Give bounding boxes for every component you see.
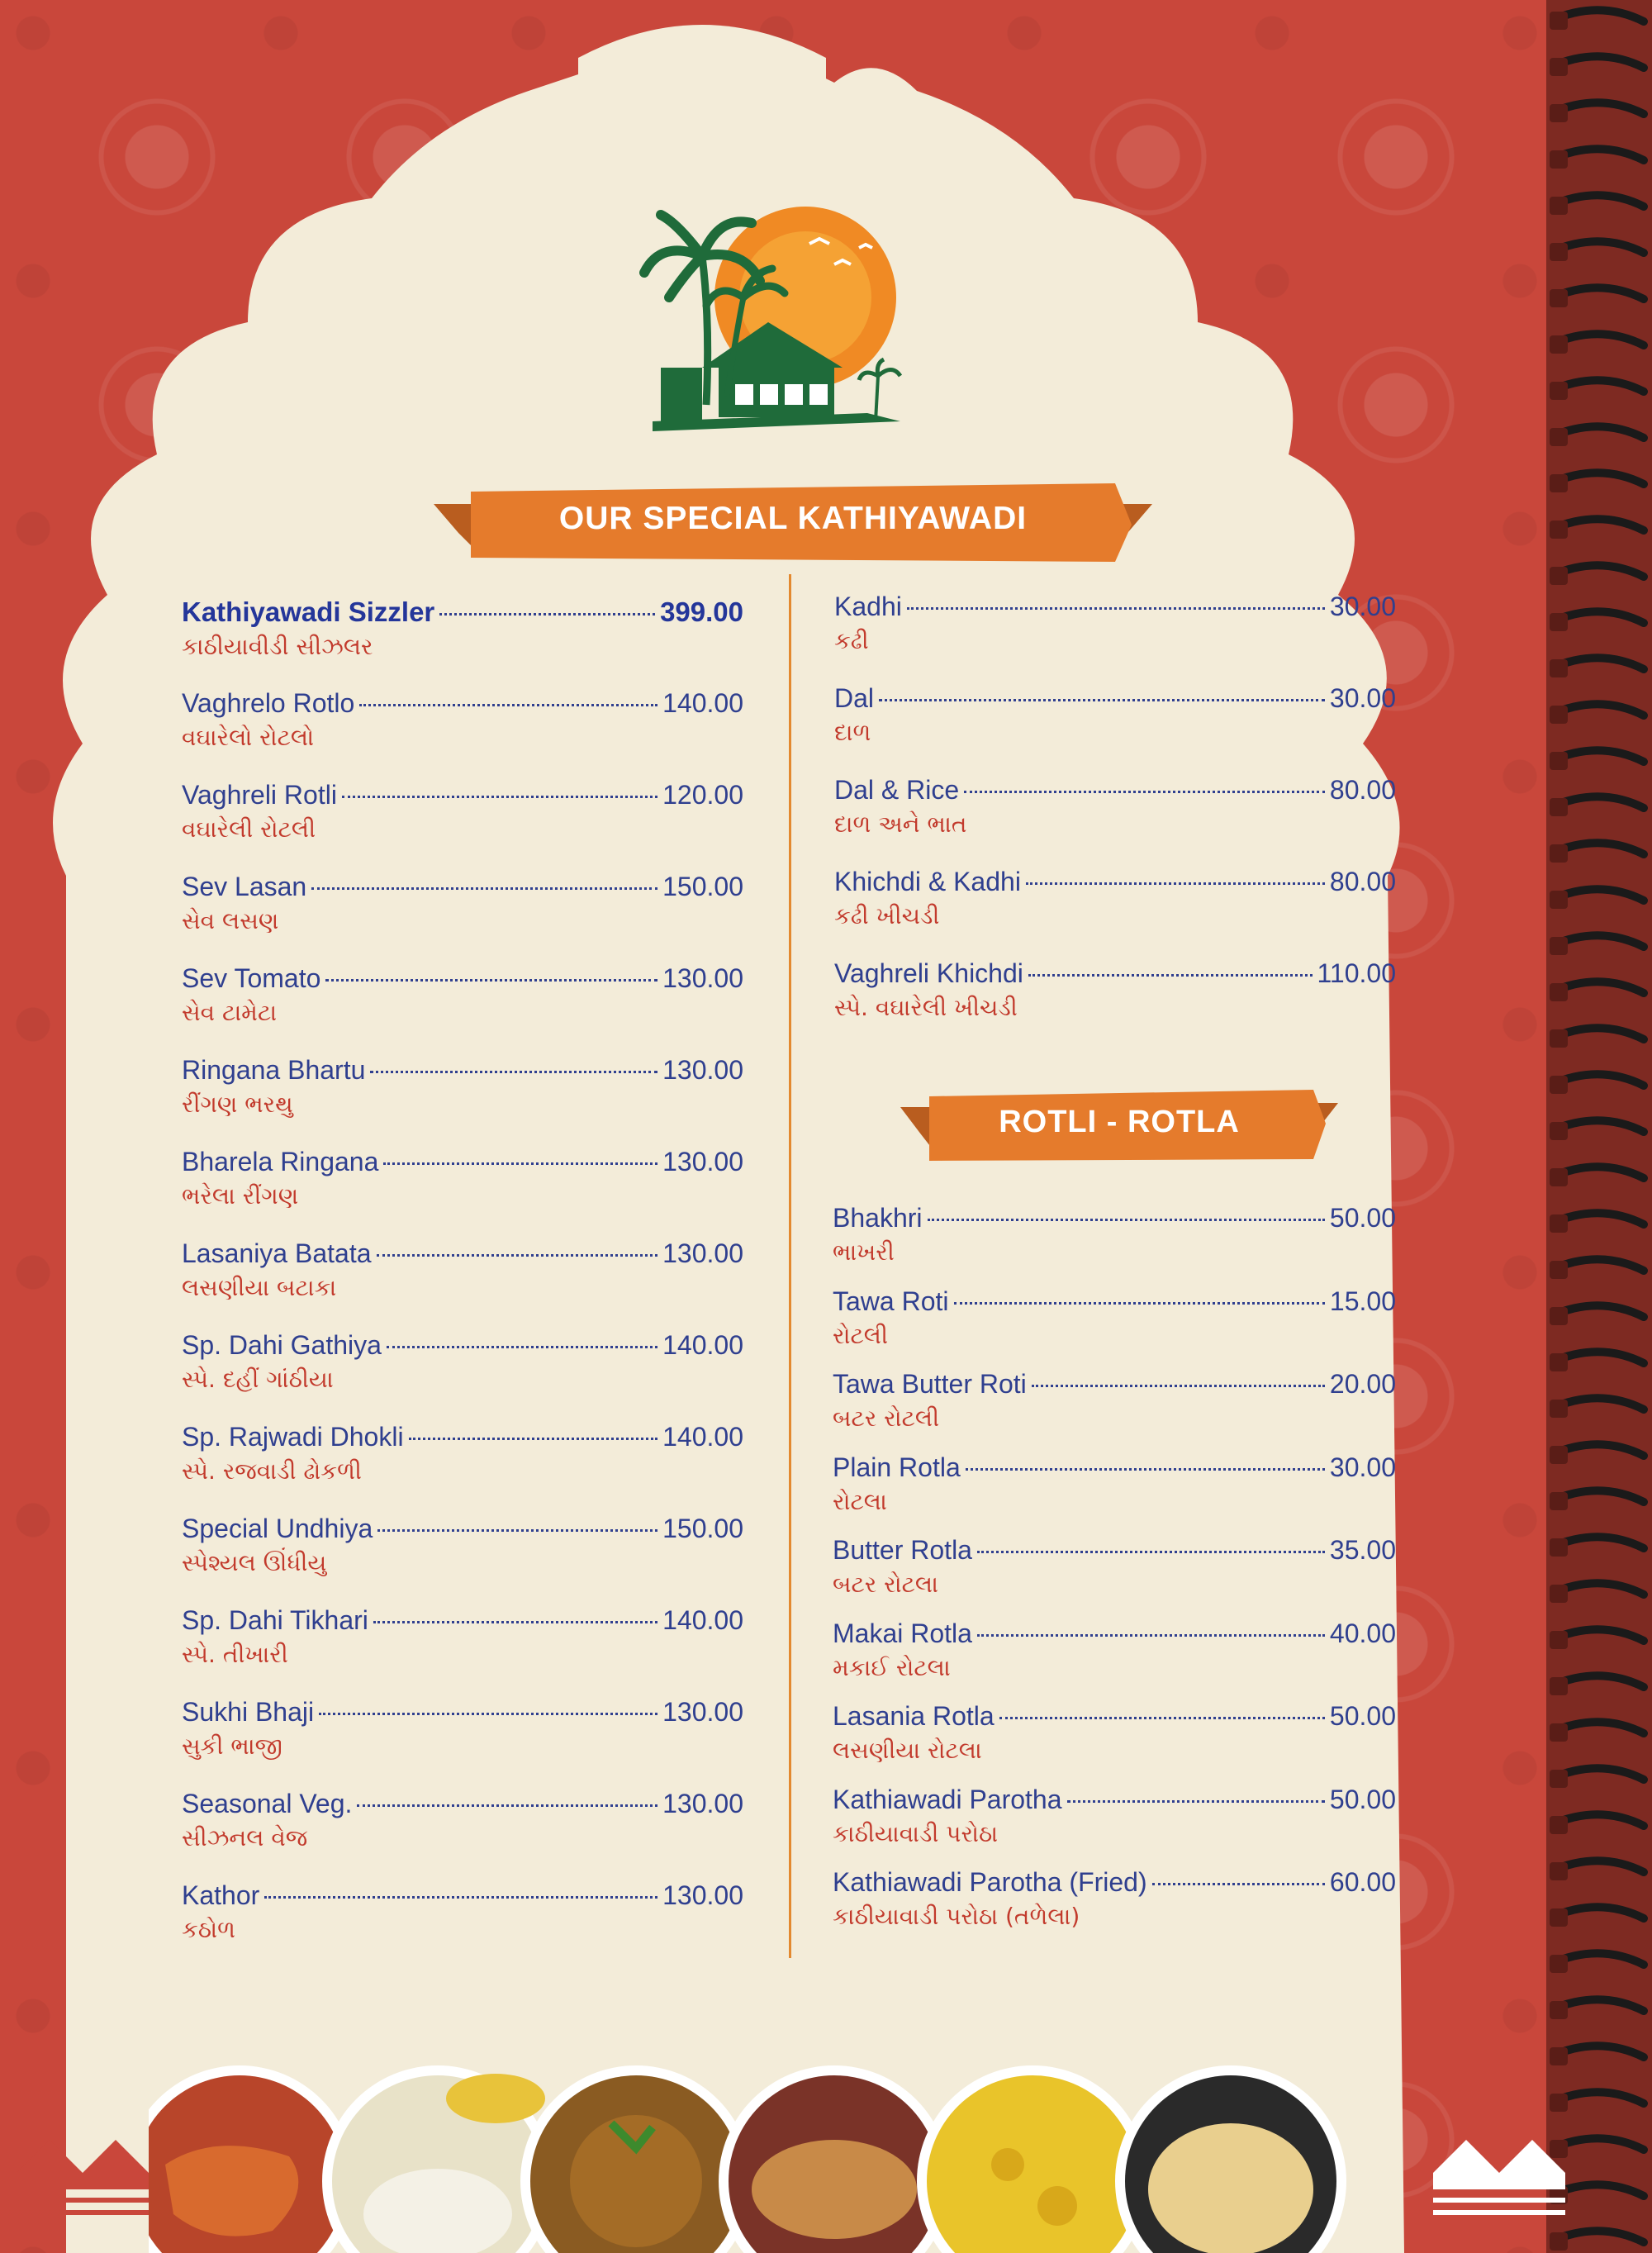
menu-item-row: [833, 1867, 1396, 1898]
dot-leader: [311, 887, 657, 890]
menu-item-row: [182, 1697, 743, 1728]
menu-item-gujarati-name: રીંગણ ભરથુ: [182, 1091, 293, 1118]
menu-item-gujarati-name: સ્પે. રજવાડી ઢોકળી: [182, 1457, 362, 1485]
menu-item-gujarati-name: રોટલી: [833, 1321, 888, 1349]
dot-leader: [966, 1468, 1325, 1471]
menu-item: [182, 1789, 743, 1863]
menu-item-price: 130.00: [662, 1697, 743, 1727]
menu-item-row: [182, 1789, 743, 1819]
menu-item: [182, 688, 743, 763]
menu-item-gujarati-name: સેવ લસણ: [182, 907, 279, 934]
food-photo-5: [917, 2065, 1148, 2253]
menu-item-name: Plain Rotla: [833, 1452, 961, 1482]
menu-item-gujarati-name: કાઠીયાવીડી સીઝલર: [182, 633, 373, 660]
menu-item-price: 130.00: [662, 1055, 743, 1085]
menu-item-gujarati-name: કાઠીયાવાડી પરોઠા: [833, 1819, 999, 1847]
dot-leader: [359, 704, 657, 706]
menu-item-price: 20.00: [1329, 1369, 1396, 1399]
menu-item-name: Kathiawadi Parotha: [833, 1784, 1062, 1814]
menu-item-row: [182, 1330, 743, 1361]
menu-item-price: 30.00: [1329, 1452, 1396, 1482]
dot-leader: [377, 1529, 657, 1532]
menu-item: [833, 1867, 1396, 1942]
menu-item-gujarati-name: લસણીયા રોટલા: [833, 1737, 982, 1764]
menu-item-row: [834, 867, 1396, 897]
menu-item-row: [833, 1618, 1396, 1649]
food-photo-6: [1115, 2065, 1346, 2253]
food-photos-strip: [149, 2024, 1446, 2253]
menu-item-price: 60.00: [1329, 1867, 1396, 1897]
food-photo-3: [520, 2065, 752, 2253]
menu-item-name: Kathiyawadi Sizzler: [182, 597, 435, 627]
dot-leader: [377, 1254, 658, 1257]
menu-item-name: Special Undhiya: [182, 1514, 373, 1543]
menu-item-row: [182, 1055, 743, 1086]
menu-item-row: [182, 963, 743, 994]
menu-item-price: 150.00: [662, 872, 743, 901]
dot-leader: [387, 1346, 657, 1348]
menu-item-row: [833, 1203, 1396, 1233]
dot-leader: [373, 1621, 657, 1623]
menu-item-gujarati-name: રોટલા: [833, 1487, 887, 1515]
menu-item-price: 80.00: [1329, 867, 1396, 896]
menu-item-price: 140.00: [662, 1605, 743, 1635]
menu-item: [834, 867, 1396, 941]
menu-item-name: Kathiawadi Parotha (Fried): [833, 1867, 1147, 1897]
menu-item-gujarati-name: કઠોળ: [182, 1916, 235, 1943]
dot-leader: [928, 1219, 1325, 1221]
menu-item: [182, 597, 743, 671]
menu-item-row: [182, 688, 743, 719]
menu-item-price: 130.00: [662, 1880, 743, 1910]
menu-item-price: 80.00: [1329, 775, 1396, 805]
dot-leader: [964, 791, 1325, 793]
menu-item-gujarati-name: દાળ: [834, 719, 871, 746]
menu-item-row: [834, 775, 1396, 806]
menu-item: [833, 1203, 1396, 1277]
menu-item-name: Khichdi & Kadhi: [834, 867, 1021, 896]
menu-item-gujarati-name: સ્પે. દહીં ગાંઠીયા: [182, 1366, 334, 1393]
menu-item-name: Tawa Roti: [833, 1286, 949, 1316]
menu-item-row: [182, 872, 743, 902]
menu-item-price: 130.00: [662, 1789, 743, 1818]
dot-leader: [409, 1438, 658, 1440]
menu-item-price: 110.00: [1317, 958, 1396, 988]
menu-item: [833, 1369, 1396, 1443]
menu-item-gujarati-name: ભરેલા રીંગણ: [182, 1182, 299, 1210]
menu-item-name: Dal & Rice: [834, 775, 960, 805]
menu-item-name: Seasonal Veg.: [182, 1789, 353, 1818]
menu-item-gujarati-name: સેવ ટામેટા: [182, 999, 278, 1026]
dot-leader: [383, 1162, 657, 1165]
menu-item-gujarati-name: ભાખરી: [833, 1238, 895, 1266]
special-section-title: OUR SPECIAL KATHIYAWADI: [558, 501, 1028, 536]
dot-leader: [342, 796, 657, 798]
menu-item-name: Bharela Ringana: [182, 1147, 379, 1176]
menu-item-gujarati-name: સીઝનલ વેજ: [182, 1824, 308, 1851]
menu-item-name: Lasania Rotla: [833, 1701, 995, 1731]
menu-item-price: 120.00: [662, 780, 743, 810]
menu-item: [182, 1605, 743, 1680]
menu-item-gujarati-name: સ્પે. તીખારી: [182, 1641, 288, 1668]
menu-item-row: [833, 1701, 1396, 1732]
special-kathiyawadi-banner: [434, 479, 1152, 566]
menu-item-row: [182, 1514, 743, 1544]
menu-item-row: [182, 780, 743, 810]
menu-item-name: Lasaniya Batata: [182, 1238, 372, 1268]
menu-item: [833, 1535, 1396, 1609]
menu-item-name: Makai Rotla: [833, 1618, 972, 1648]
menu-item: [833, 1286, 1396, 1361]
dot-leader: [264, 1896, 657, 1899]
menu-item-row: [182, 1422, 743, 1452]
menu-item: [834, 775, 1396, 849]
food-photo-4: [719, 2065, 950, 2253]
menu-item: [833, 1785, 1396, 1859]
dot-leader: [1152, 1883, 1325, 1885]
menu-item: [833, 1618, 1396, 1693]
menu-item-row: [834, 683, 1396, 714]
menu-item-name: Sukhi Bhaji: [182, 1697, 315, 1727]
menu-item-gujarati-name: સ્પે. વઘારેલી ખીચડી: [834, 994, 1018, 1021]
menu-item-price: 140.00: [662, 1422, 743, 1452]
menu-item: [182, 872, 743, 946]
menu-item-price: 50.00: [1329, 1784, 1396, 1814]
menu-item: [182, 963, 743, 1038]
dot-leader: [370, 1071, 657, 1073]
dot-leader: [1026, 882, 1325, 885]
menu-item-price: 50.00: [1329, 1203, 1396, 1233]
menu-item-gujarati-name: બટર રોટલા: [833, 1571, 938, 1598]
dot-leader: [1028, 974, 1313, 977]
menu-item-price: 399.00: [660, 597, 743, 627]
menu-item-price: 30.00: [1329, 592, 1396, 621]
dot-leader: [1067, 1800, 1325, 1803]
menu-item-gujarati-name: સુકી ભાજી: [182, 1733, 282, 1760]
left-tent-decoration: [17, 2107, 149, 2247]
dot-leader: [319, 1713, 657, 1715]
menu-item-name: Bhakhri: [833, 1203, 923, 1233]
menu-item: [182, 780, 743, 854]
menu-item-name: Sp. Rajwadi Dhokli: [182, 1422, 404, 1452]
menu-item-gujarati-name: બટર રોટલી: [833, 1405, 940, 1432]
menu-item-price: 130.00: [662, 1238, 743, 1268]
menu-item-gujarati-name: લસણીયા બટાકા: [182, 1274, 337, 1301]
menu-item-row: [834, 958, 1396, 989]
dot-leader: [954, 1302, 1325, 1305]
menu-item-row: [833, 1785, 1396, 1815]
menu-item-name: Vaghrelo Rotlo: [182, 688, 355, 718]
menu-item-price: 30.00: [1329, 683, 1396, 713]
menu-item-row: [182, 1880, 743, 1911]
menu-item: [182, 1055, 743, 1129]
menu-item-gujarati-name: વઘારેલો રોટલો: [182, 724, 315, 751]
menu-item: [182, 1422, 743, 1496]
menu-item: [833, 1452, 1396, 1527]
menu-item-gujarati-name: વઘારેલી રોટલી: [182, 815, 316, 843]
menu-item-gujarati-name: કાઠીયાવાડી પરોઠા (તળેલા): [833, 1903, 1080, 1930]
dot-leader: [977, 1634, 1325, 1637]
menu-item-price: 50.00: [1329, 1701, 1396, 1731]
menu-item: [182, 1238, 743, 1313]
palm-tree-logo-icon: [628, 198, 966, 446]
menu-item-price: 40.00: [1329, 1618, 1396, 1648]
menu-item-name: Butter Rotla: [833, 1535, 972, 1565]
menu-item-name: Ringana Bhartu: [182, 1055, 366, 1085]
menu-item-row: [833, 1452, 1396, 1483]
dot-leader: [439, 613, 655, 616]
dot-leader: [977, 1551, 1325, 1553]
menu-item-name: Sev Lasan: [182, 872, 307, 901]
menu-item-name: Tawa Butter Roti: [833, 1369, 1027, 1399]
food-photo-1: [149, 2065, 355, 2253]
dot-leader: [907, 607, 1325, 610]
menu-item: [182, 1330, 743, 1405]
rotli-rotla-banner: [900, 1086, 1338, 1165]
menu-item-gujarati-name: સ્પેશ્યલ ઊંધીયુ: [182, 1549, 327, 1576]
menu-item-row: [833, 1369, 1396, 1400]
menu-item-name: Vaghreli Rotli: [182, 780, 337, 810]
menu-item-price: 130.00: [662, 1147, 743, 1176]
dot-leader: [325, 979, 657, 982]
menu-item-name: Kathor: [182, 1880, 260, 1910]
menu-item: [182, 1147, 743, 1221]
menu-item-name: Vaghreli Khichdi: [834, 958, 1023, 988]
dot-leader: [999, 1717, 1325, 1719]
menu-item-gujarati-name: કઢી ખીચડી: [834, 902, 940, 929]
menu-item-price: 130.00: [662, 963, 743, 993]
menu-item-row: [182, 1147, 743, 1177]
menu-item: [834, 683, 1396, 758]
menu-item: [834, 958, 1396, 1033]
column-divider: [789, 574, 791, 1958]
menu-item-row: [833, 1535, 1396, 1566]
menu-item-name: Sp. Dahi Gathiya: [182, 1330, 382, 1360]
menu-item-gujarati-name: દાળ અને ભાત: [834, 810, 967, 838]
menu-item-name: Kadhi: [834, 592, 902, 621]
food-photo-2: [322, 2065, 553, 2253]
menu-item: [182, 1697, 743, 1771]
menu-item-price: 140.00: [662, 1330, 743, 1360]
menu-item-price: 140.00: [662, 688, 743, 718]
menu-item-price: 35.00: [1329, 1535, 1396, 1565]
menu-item-row: [182, 597, 743, 628]
menu-item-name: Sev Tomato: [182, 963, 321, 993]
menu-item-row: [182, 1238, 743, 1269]
menu-item-price: 15.00: [1329, 1286, 1396, 1316]
rotli-section-title: ROTLI - ROTLA: [999, 1105, 1240, 1139]
menu-item: [182, 1880, 743, 1955]
dot-leader: [879, 699, 1325, 701]
right-tent-decoration: [1433, 2107, 1565, 2247]
menu-item: [834, 592, 1396, 666]
menu-item-name: Dal: [834, 683, 875, 713]
menu-item-row: [833, 1286, 1396, 1317]
menu-item-gujarati-name: કઢી: [834, 627, 869, 654]
menu-item-gujarati-name: મકાઈ રોટલા: [833, 1653, 951, 1681]
menu-item: [833, 1701, 1396, 1775]
menu-item-row: [834, 592, 1396, 622]
menu-item-row: [182, 1605, 743, 1636]
menu-item-price: 150.00: [662, 1514, 743, 1543]
dot-leader: [357, 1804, 657, 1807]
dot-leader: [1032, 1385, 1325, 1387]
menu-item-name: Sp. Dahi Tikhari: [182, 1605, 368, 1635]
menu-item: [182, 1514, 743, 1588]
